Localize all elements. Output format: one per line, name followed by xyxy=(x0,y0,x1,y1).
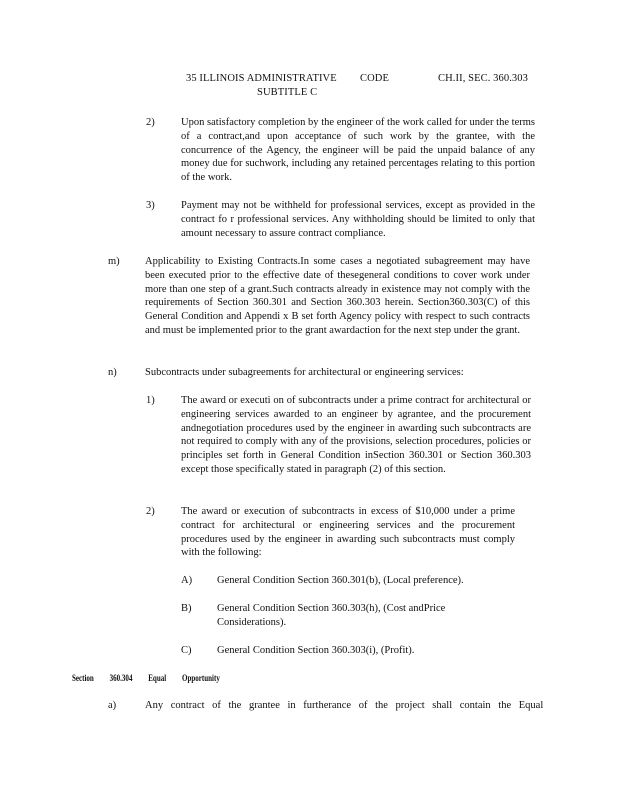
subitem-C-label: C) xyxy=(181,645,192,656)
paragraph-n-label: n) xyxy=(108,367,117,378)
section-word: Section xyxy=(72,673,94,683)
section-heading xyxy=(72,673,234,683)
subitem-C-text: General Condition Section 360.303(i), (Profit). xyxy=(217,645,415,656)
paragraph-a-label: a) xyxy=(108,700,117,711)
paragraph-n-1-label: 1) xyxy=(146,395,155,406)
paragraph-n-2-text: The award or execution of subcontracts in excess of $10,000 under a prime contract for architectural or engineering services and the procurement procedures used by the engineer in awarding such subcontracts must comply with the following: xyxy=(181,506,515,559)
header-code-title: 35 ILLINOIS ADMINISTRATIVE xyxy=(186,73,337,84)
section-number: 360.304 xyxy=(109,673,133,683)
item-3-label: 3) xyxy=(146,200,155,211)
item-3-text: Payment may not be withheld for professional services, except as provided in the contract fo r professional services. Any withholding should be limited to only that amount necessary to assure contract compliance. xyxy=(181,200,535,239)
item-2-label: 2) xyxy=(146,117,155,128)
paragraph-a-text: Any contract of the grantee in furtherance of the project shall contain the Equal xyxy=(145,700,544,711)
header-code-label: CODE xyxy=(360,73,389,84)
subitem-B-label: B) xyxy=(181,603,192,614)
header-section-ref: CH.II, SEC. 360.303 xyxy=(438,73,528,84)
paragraph-m-label: m) xyxy=(108,256,120,267)
subitem-B-text: General Condition Section 360.303(h), (Cost andPrice Considerations). xyxy=(217,603,446,628)
section-title-word2: Opportunity xyxy=(181,673,220,683)
subitem-A-label: A) xyxy=(181,575,193,586)
header-subtitle: SUBTITLE C xyxy=(257,87,318,98)
paragraph-n-2-label: 2) xyxy=(146,506,155,517)
item-2-text: Upon satisfactory completion by the engineer of the work called for under the terms of a contract,and upon acceptance of such work by the grantee, with the concurrence of the Agency, the engineer will be paid the unpaid balance of any money due for suchwork, including any retained percentages relating to this portion of the work. xyxy=(181,117,535,184)
section-title-word1: Equal xyxy=(148,673,167,683)
paragraph-m-text: Applicability to Existing Contracts.In some cases a negotiated subagreement may have been executed prior to the effective date of thesegeneral conditions to cover work under more than one step of a grant.Such contracts already in existence may not comply with the requirements of Section 360.301 and Section 360.303 herein. Section360.303(C) of this General Condition and Appendi x B set forth Agency policy with respect to such contracts and must be implemented prior to the grant awardaction for the next step under the grant. xyxy=(145,256,530,336)
paragraph-n-1-text: The award or executi on of subcontracts under a prime contract for architectural or engineering services awarded to an engineer by agrantee, and the procurement andnegotiation procedures used by the engineer in awarding such subcontracts are not required to comply with any of the provisions, selection procedures, policies or principles set forth in General Condition inSection 360.301 or Section 360.303 except those specifically stated in paragraph (2) of this section. xyxy=(181,395,531,475)
subitem-A-text: General Condition Section 360.301(b), (Local preference). xyxy=(217,575,464,586)
paragraph-n-text: Subcontracts under subagreements for architectural or engineering services: xyxy=(145,367,464,378)
